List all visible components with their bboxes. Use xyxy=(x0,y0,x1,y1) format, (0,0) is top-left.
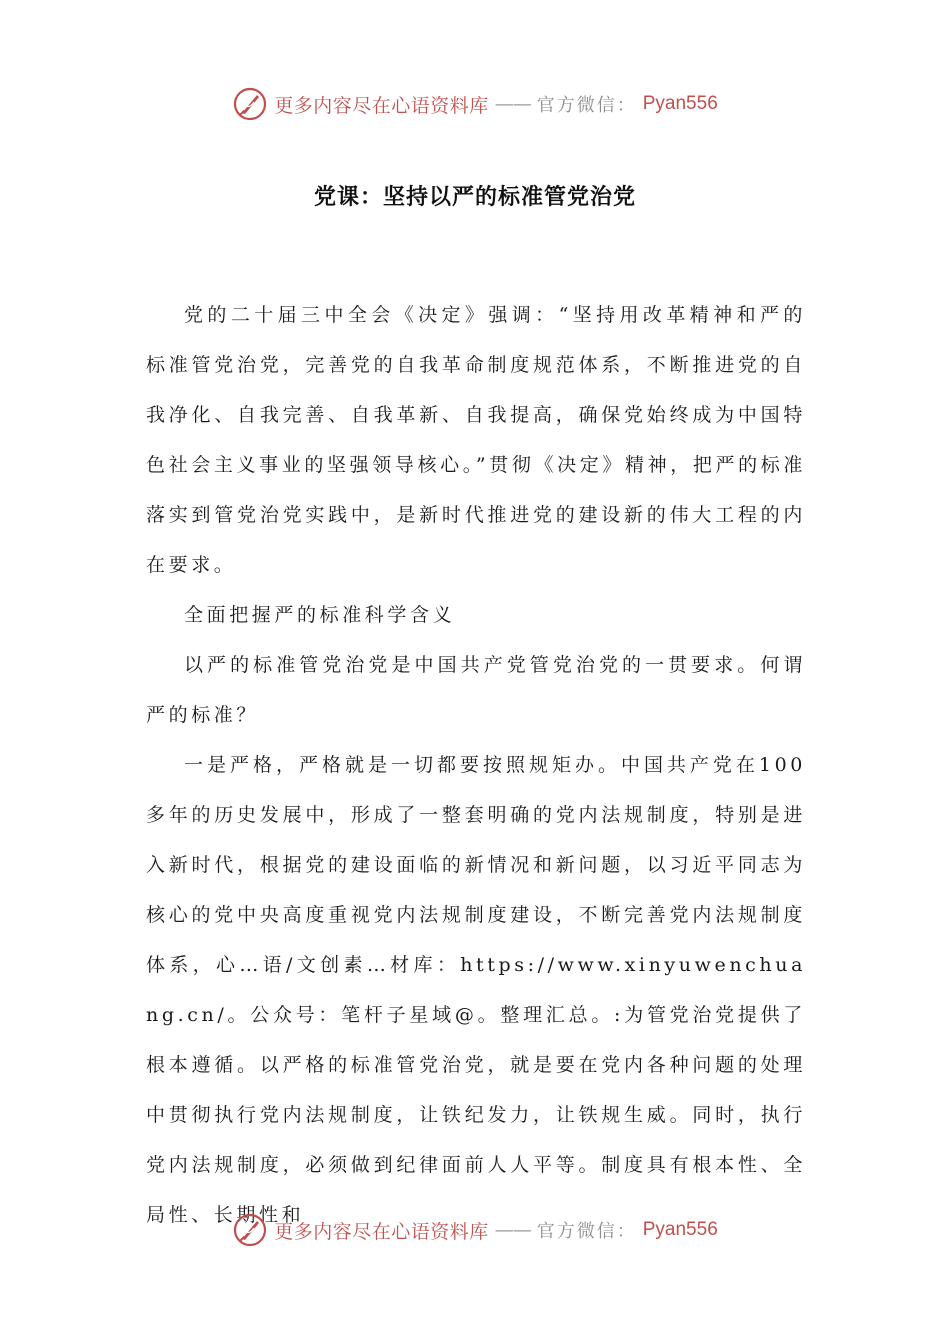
section-heading: 全面把握严的标准科学含义 xyxy=(184,604,456,626)
paragraph: 党的二十届三中全会《决定》强调：“坚持用改革精神和严的标准管党治党，完善党的自我革命制度规范体系，不断推进党的自我净化、自我完善、自我革新、自我提高，确保党始终成为中国特色社会主义事业的坚强领导核心。”贯彻《决定》精神，把严的标准落实到管党治党实践中，是新时代推进党的建设新的伟大工程的内在要求。 xyxy=(146,304,806,576)
banner-wechat-handle: Pyan556 xyxy=(642,93,718,114)
paragraph: 一是严格，严格就是一切都要按照规矩办。中国共产党在100多年的历史发展中，形成了一整套明确的党内法规制度，特别是进入新时代，根据党的建设面临的新情况和新问题，以习近平同志为核心的党中央高度重视党内法规制度建设，不断完善党内法规制度体系，心…语/文创素…材库：https://www.xinyuwenchuang.cn/。公众号：笔杆子星域@。整理汇总。:为管党治党提供了根本遵循。以严格的标准管党治党，就是要在党内各种问题的处理中贯彻执行党内法规制度，让铁纪发力，让铁规生威。同时，执行党内法规制度，必须做到纪律面前人人平等。制度具有根本性、全局性、长期性和 xyxy=(146,754,806,1226)
header-banner xyxy=(0,84,950,124)
document-title: 党课：坚持以严的标准管党治党 xyxy=(313,185,636,210)
banner-dash: —— xyxy=(494,93,531,115)
quill-logo-icon xyxy=(232,1212,268,1248)
banner-wechat-handle: Pyan556 xyxy=(642,1219,718,1240)
banner-wechat-label: 官方微信： xyxy=(536,95,637,116)
quill-logo-icon xyxy=(232,86,268,122)
document-body xyxy=(146,290,806,1240)
paragraph: 以严的标准管党治党是中国共产党管党治党的一贯要求。何谓严的标准？ xyxy=(146,654,806,726)
banner-wechat-label: 官方微信： xyxy=(536,1221,637,1242)
banner-dash: —— xyxy=(494,1219,531,1241)
banner-brand-text: 更多内容尽在心语资料库 xyxy=(274,94,489,117)
banner-brand-text: 更多内容尽在心语资料库 xyxy=(274,1220,489,1243)
footer-banner xyxy=(0,1210,950,1250)
